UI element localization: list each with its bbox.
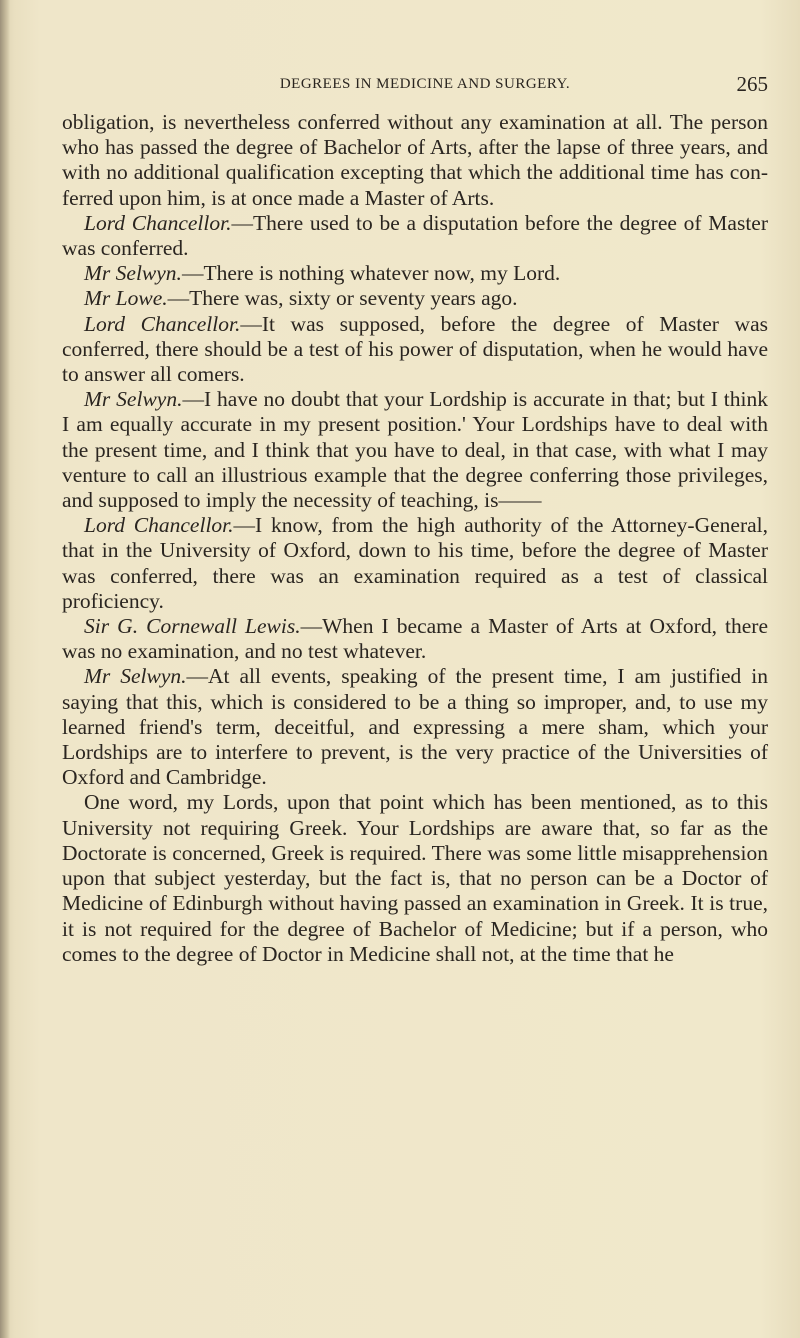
speaker-name: Lord Chancellor. [84,210,232,235]
paragraph [62,513,768,614]
speaker-name: Mr Selwyn. [84,664,187,689]
paragraph-text: —At all events, speaking of the present time, I am justified in saying that this, which is considered to be a thing so improper, and, to use my learned friend's term, deceitful, and expressing a mere sham, which your Lordships are to interfere to prevent, is the very practice of the Universities of Oxford and Cambridge. [62,664,768,790]
running-head: DEGREES IN MEDICINE AND SURGERY. [279,76,571,92]
paragraph-text: —There was, sixty or seventy years ago. [167,286,518,311]
paragraph [62,110,768,211]
speaker-name: Lord Chancellor. [84,311,241,336]
paragraph [62,664,768,790]
paragraph-text: —I have no doubt that your Lordship is accurate in that; but I think I am equally accurate in my present position.' Your Lordships have to deal with the present time, and I think that you have to deal, in that case, with what I may venture to call an illustrious example that the degree conferring those privileges, and supposed to imply the necessity of teaching, is—— [62,387,768,513]
paragraph-text: One word, my Lords, upon that point which has been mentioned, as to this University not requiring Greek. Your Lordships are aware that, so far as the Doctorate is concerned, Greek is required. There was some little misapprehension upon that subject yesterday, but the fact is, that no person can be a Doctor of Medicine of Edinburgh without having passed an examination in Greek. It is true, it is not required for the degree of Bachelor of Medicine; but if a person, who comes to the degree of Doctor in Medicine shall not, at the time that he [62,790,768,966]
speaker-name: Mr Selwyn. [84,387,183,412]
paragraph [62,614,768,664]
page-number: 265 [736,72,768,96]
body-text [62,110,768,967]
paragraph [62,790,768,966]
paragraph-text: —I know, from the high authority of the Attorney-General, that in the University of Oxford, down to his time, before the degree of Master was conferred, there was an examination required as a test of classical proficiency. [62,513,768,613]
speaker-name: Lord Chancellor. [84,513,234,538]
binding-edge [0,0,10,1338]
paragraph-text: obligation, is nevertheless conferred without any examination at all. The person who has passed the degree of Bachelor of Arts, after the lapse of three years, and with no additional qualification excepting that which the additional time has conferred upon him, is at once made a Master of Arts. [62,110,768,210]
speaker-name: Sir G. Cornewall Lewis. [84,614,301,639]
paragraph-text: —There used to be a disputation before the degree of Master was conferred. [62,210,768,261]
speaker-name: Mr Selwyn. [84,261,182,286]
paragraph-text: —When I became a Master of Arts at Oxford, there was no examination, and no test whatever. [62,614,768,664]
paragraph [62,286,768,311]
paragraph [62,387,768,513]
speaker-name: Mr Lowe. [84,286,168,311]
paragraph [62,261,768,286]
paragraph-text: —There is nothing whatever now, my Lord. [181,261,561,286]
page-header [82,72,768,102]
paragraph [62,211,768,261]
paragraph [62,312,768,388]
paragraph-text: —It was supposed, before the degree of Master was conferred, there should be a test of his power of disputation, when he would have to answer all comers. [62,311,768,387]
